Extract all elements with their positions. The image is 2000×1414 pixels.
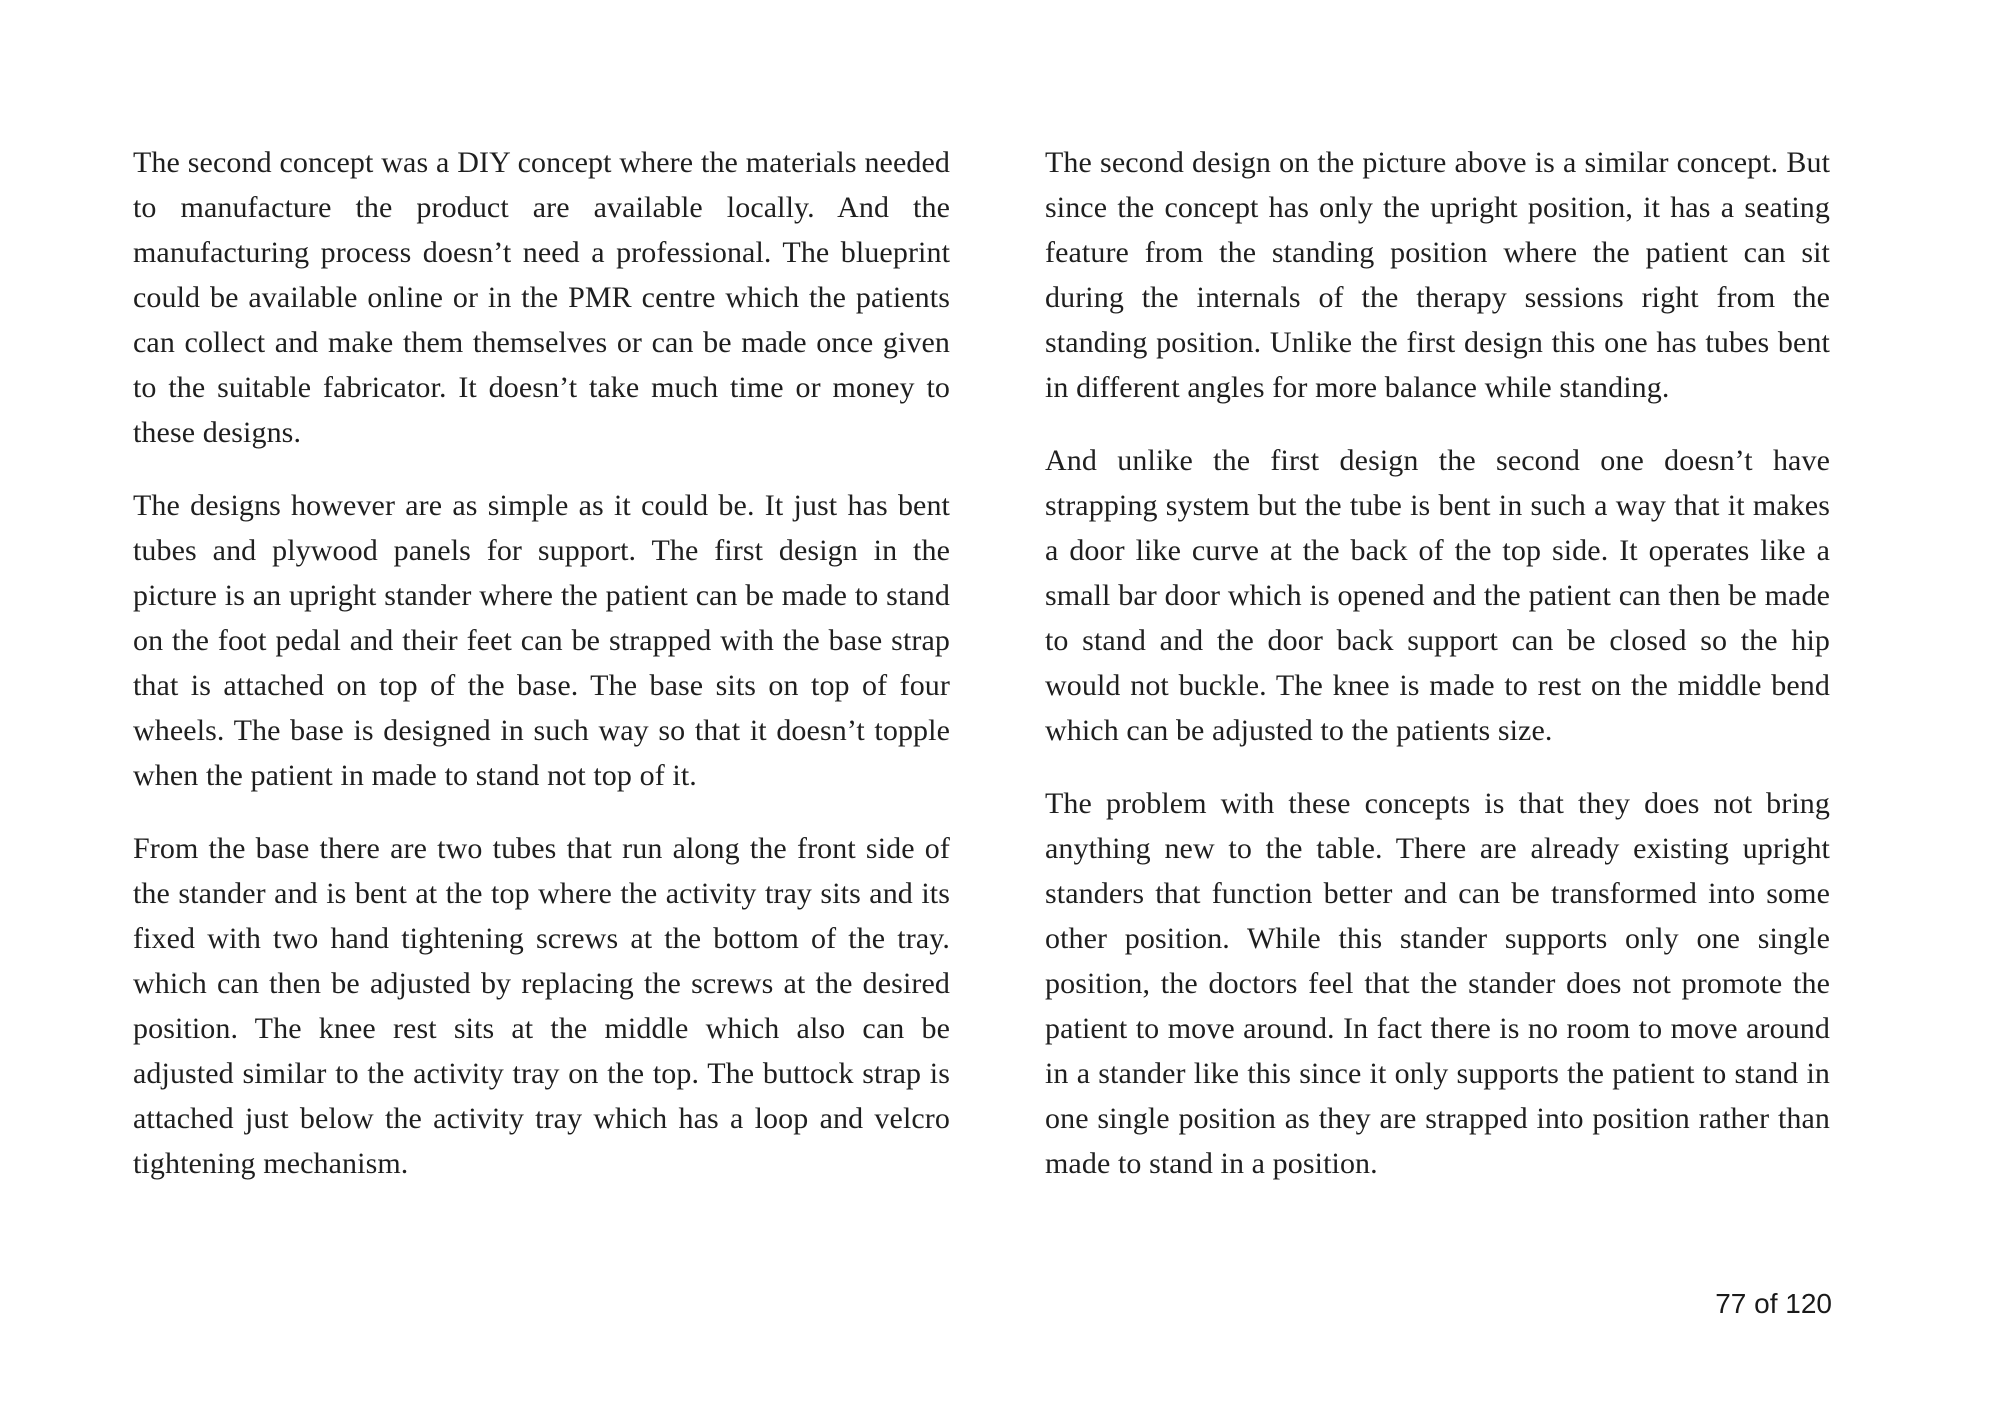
paragraph-right-3: The problem with these concepts is that they does not bring anything new to the table. There are already existing upright standers that function better and can be transformed into some other position. While this stander supports only one single position, the doctors feel that the stander does not promote the patient to move around. In fact there is no room to move around in a stander like this since it only supports the patient to stand in one single position as they are strapped into position rather than made to stand in a position. [1045, 787, 1830, 1180]
text-column-right [1045, 140, 1830, 1186]
paragraph-right-2: And unlike the first design the second one doesn’t have strapping system but the tube is bent in such a way that it makes a door like curve at the back of the top side. It operates like a small bar door which is opened and the patient can then be made to stand and the door back support can be closed so the hip would not buckle. The knee is made to rest on the middle bend which can be adjusted to the patients size. [1045, 444, 1830, 747]
paragraph-left-1: The second concept was a DIY concept where the materials needed to manufacture the product are available locally. And the manufacturing process doesn’t need a professional. The blueprint could be available online or in the PMR centre which the patients can collect and make them themselves or can be made once given to the suitable fabricator. It doesn’t take much time or money to these designs. [133, 146, 950, 449]
text-column-left [133, 140, 950, 1186]
paragraph-left-3: From the base there are two tubes that run along the front side of the stander and is bent at the top where the activity tray sits and its fixed with two hand tightening screws at the bottom of the tray. which can then be adjusted by replacing the screws at the desired position. The knee rest sits at the middle which also can be adjusted similar to the activity tray on the top. The buttock strap is attached just below the activity tray which has a loop and velcro tightening mechanism. [133, 832, 950, 1180]
paragraph-left-2: The designs however are as simple as it could be. It just has bent tubes and plywood panels for support. The first design in the picture is an upright stander where the patient can be made to stand on the foot pedal and their feet can be strapped with the base strap that is attached on top of the base. The base sits on top of four wheels. The base is designed in such way so that it doesn’t topple when the patient in made to stand not top of it. [133, 489, 950, 792]
page-number: 77 of 120 [1715, 1288, 1832, 1319]
two-column-text-block [133, 140, 1830, 1186]
paragraph-right-1: The second design on the picture above is a similar concept. But since the concept has only the upright position, it has a seating feature from the standing position where the patient can sit during the internals of the therapy sessions right from the standing position. Unlike the first design this one has tubes bent in different angles for more balance while standing. [1045, 146, 1830, 404]
